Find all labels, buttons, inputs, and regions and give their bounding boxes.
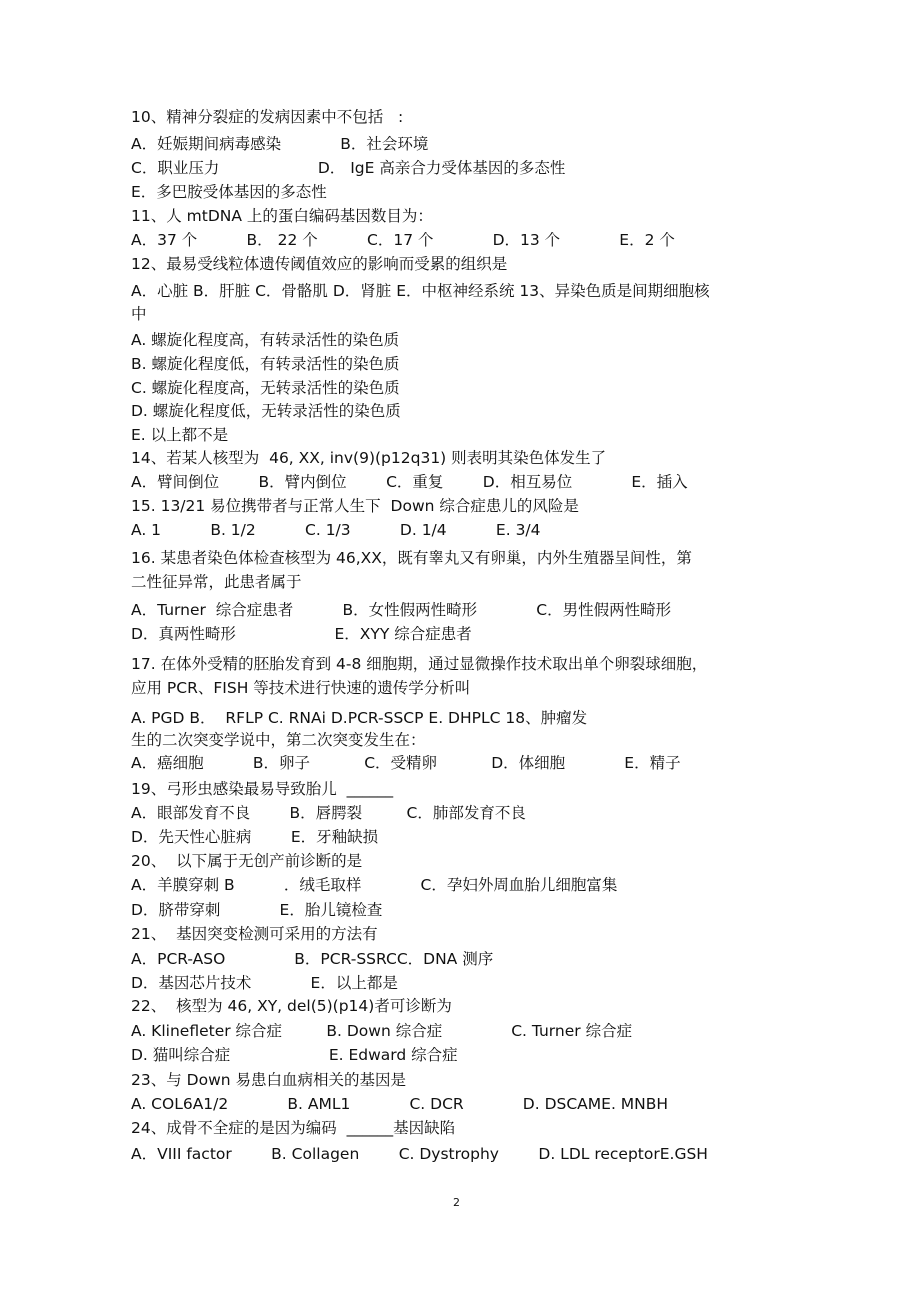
question-11-options: A．37 个 B． 22 个 C．17 个 D．13 个 E．2 个 bbox=[131, 231, 675, 249]
question-14-stem: 14、若某人核型为 46, XX, inv(9)(p12q31) 则表明其染色体发生了 bbox=[131, 449, 607, 467]
question-14-options: A．臂间倒位 B．臂内倒位 C．重复 D．相互易位 E．插入 bbox=[131, 473, 688, 491]
question-16-options-abc: A．Turner 综合症患者 B．女性假两性畸形 C．男性假两性畸形 bbox=[131, 601, 672, 619]
question-13-option-b: B. 螺旋化程度低，有转录活性的染色质 bbox=[131, 355, 400, 373]
question-10-options-ab: A．妊娠期间病毒感染 B．社会环境 bbox=[131, 135, 429, 153]
question-10-options-cd: C．职业压力 D． IgE 高亲合力受体基因的多态性 bbox=[131, 159, 566, 177]
question-22-options-de: D. 猫叫综合症 E. Edward 综合症 bbox=[131, 1046, 458, 1064]
question-21-options-de: D．基因芯片技术 E．以上都是 bbox=[131, 974, 398, 992]
question-16-stem-1: 16. 某患者染色体检查核型为 46,XX，既有睾丸又有卵巢，内外生殖器呈间性，第 bbox=[131, 549, 692, 567]
question-24-options: A．VIII factor B. Collagen C. Dystrophy D. LDL receptorE.GSH bbox=[131, 1145, 708, 1163]
question-20-options-abc: A．羊膜穿刺 B ．绒毛取样 C．孕妇外周血胎儿细胞富集 bbox=[131, 876, 618, 894]
question-10-option-e: E．多巴胺受体基因的多态性 bbox=[131, 183, 327, 201]
question-19-stem: 19、弓形虫感染最易导致胎儿 ______ bbox=[131, 780, 394, 798]
question-17-options: A. PGD B． RFLP C. RNAi D.PCR-SSCP E. DHPLC 18、肿瘤发 bbox=[131, 709, 588, 727]
question-17-stem-2: 应用 PCR、FISH 等技术进行快速的遗传学分析叫 bbox=[131, 679, 471, 697]
question-18-stem: 生的二次突变学说中，第二次突变发生在： bbox=[131, 731, 426, 749]
question-13-option-d: D. 螺旋化程度低，无转录活性的染色质 bbox=[131, 402, 401, 420]
question-12-options: A．心脏 B．肝脏 C．骨骼肌 D．肾脏 E．中枢神经系统 13、异染色质是间期细胞核 bbox=[131, 282, 710, 300]
question-22-stem: 22、 核型为 46, XY, del(5)(p14)者可诊断为 bbox=[131, 997, 452, 1015]
question-13-stem-end: 中 bbox=[131, 305, 147, 323]
question-15-stem: 15. 13/21 易位携带者与正常人生下 Down 综合症患儿的风险是 bbox=[131, 497, 579, 515]
question-22-options-abc: A. Klinefleter 综合症 B. Down 综合症 C. Turner 综合症 bbox=[131, 1022, 633, 1040]
question-13-option-a: A. 螺旋化程度高，有转录活性的染色质 bbox=[131, 331, 400, 349]
question-15-options: A. 1 B. 1/2 C. 1/3 D. 1/4 E. 3/4 bbox=[131, 521, 541, 539]
question-20-stem: 20、 以下属于无创产前诊断的是 bbox=[131, 852, 363, 870]
question-20-options-de: D．脐带穿刺 E．胎儿镜检查 bbox=[131, 901, 383, 919]
question-24-stem: 24、成骨不全症的是因为编码 ______基因缺陷 bbox=[131, 1119, 456, 1137]
question-23-options: A. COL6A1/2 B. AML1 C. DCR D. DSCAME. MNBH bbox=[131, 1095, 669, 1113]
question-23-stem: 23、与 Down 易患白血病相关的基因是 bbox=[131, 1071, 406, 1089]
question-19-options-de: D．先天性心脏病 E．牙釉缺损 bbox=[131, 828, 379, 846]
question-16-stem-2: 二性征异常，此患者属于 bbox=[131, 573, 302, 591]
question-17-stem-1: 17. 在体外受精的胚胎发育到 4-8 细胞期，通过显微操作技术取出单个卵裂球细胞， bbox=[131, 655, 708, 673]
question-13-option-e: E. 以上都不是 bbox=[131, 426, 229, 444]
page-number: 2 bbox=[453, 1196, 460, 1209]
question-12-stem: 12、最易受线粒体遗传阈值效应的影响而受累的组织是 bbox=[131, 255, 508, 273]
question-21-stem: 21、 基因突变检测可采用的方法有 bbox=[131, 925, 378, 943]
question-16-options-de: D．真两性畸形 E．XYY 综合症患者 bbox=[131, 625, 472, 643]
question-18-options: A．癌细胞 B．卵子 C．受精卵 D．体细胞 E．精子 bbox=[131, 754, 681, 772]
question-21-options-abc: A．PCR-ASO B．PCR-SSRCC．DNA 测序 bbox=[131, 950, 494, 968]
question-11-stem: 11、人 mtDNA 上的蛋白编码基因数目为： bbox=[131, 207, 433, 225]
question-10-stem: 10、精神分裂症的发病因素中不包括 : bbox=[131, 108, 404, 126]
question-13-option-c: C. 螺旋化程度高，无转录活性的染色质 bbox=[131, 379, 400, 397]
question-19-options-abc: A．眼部发育不良 B．唇腭裂 C．肺部发育不良 bbox=[131, 804, 526, 822]
